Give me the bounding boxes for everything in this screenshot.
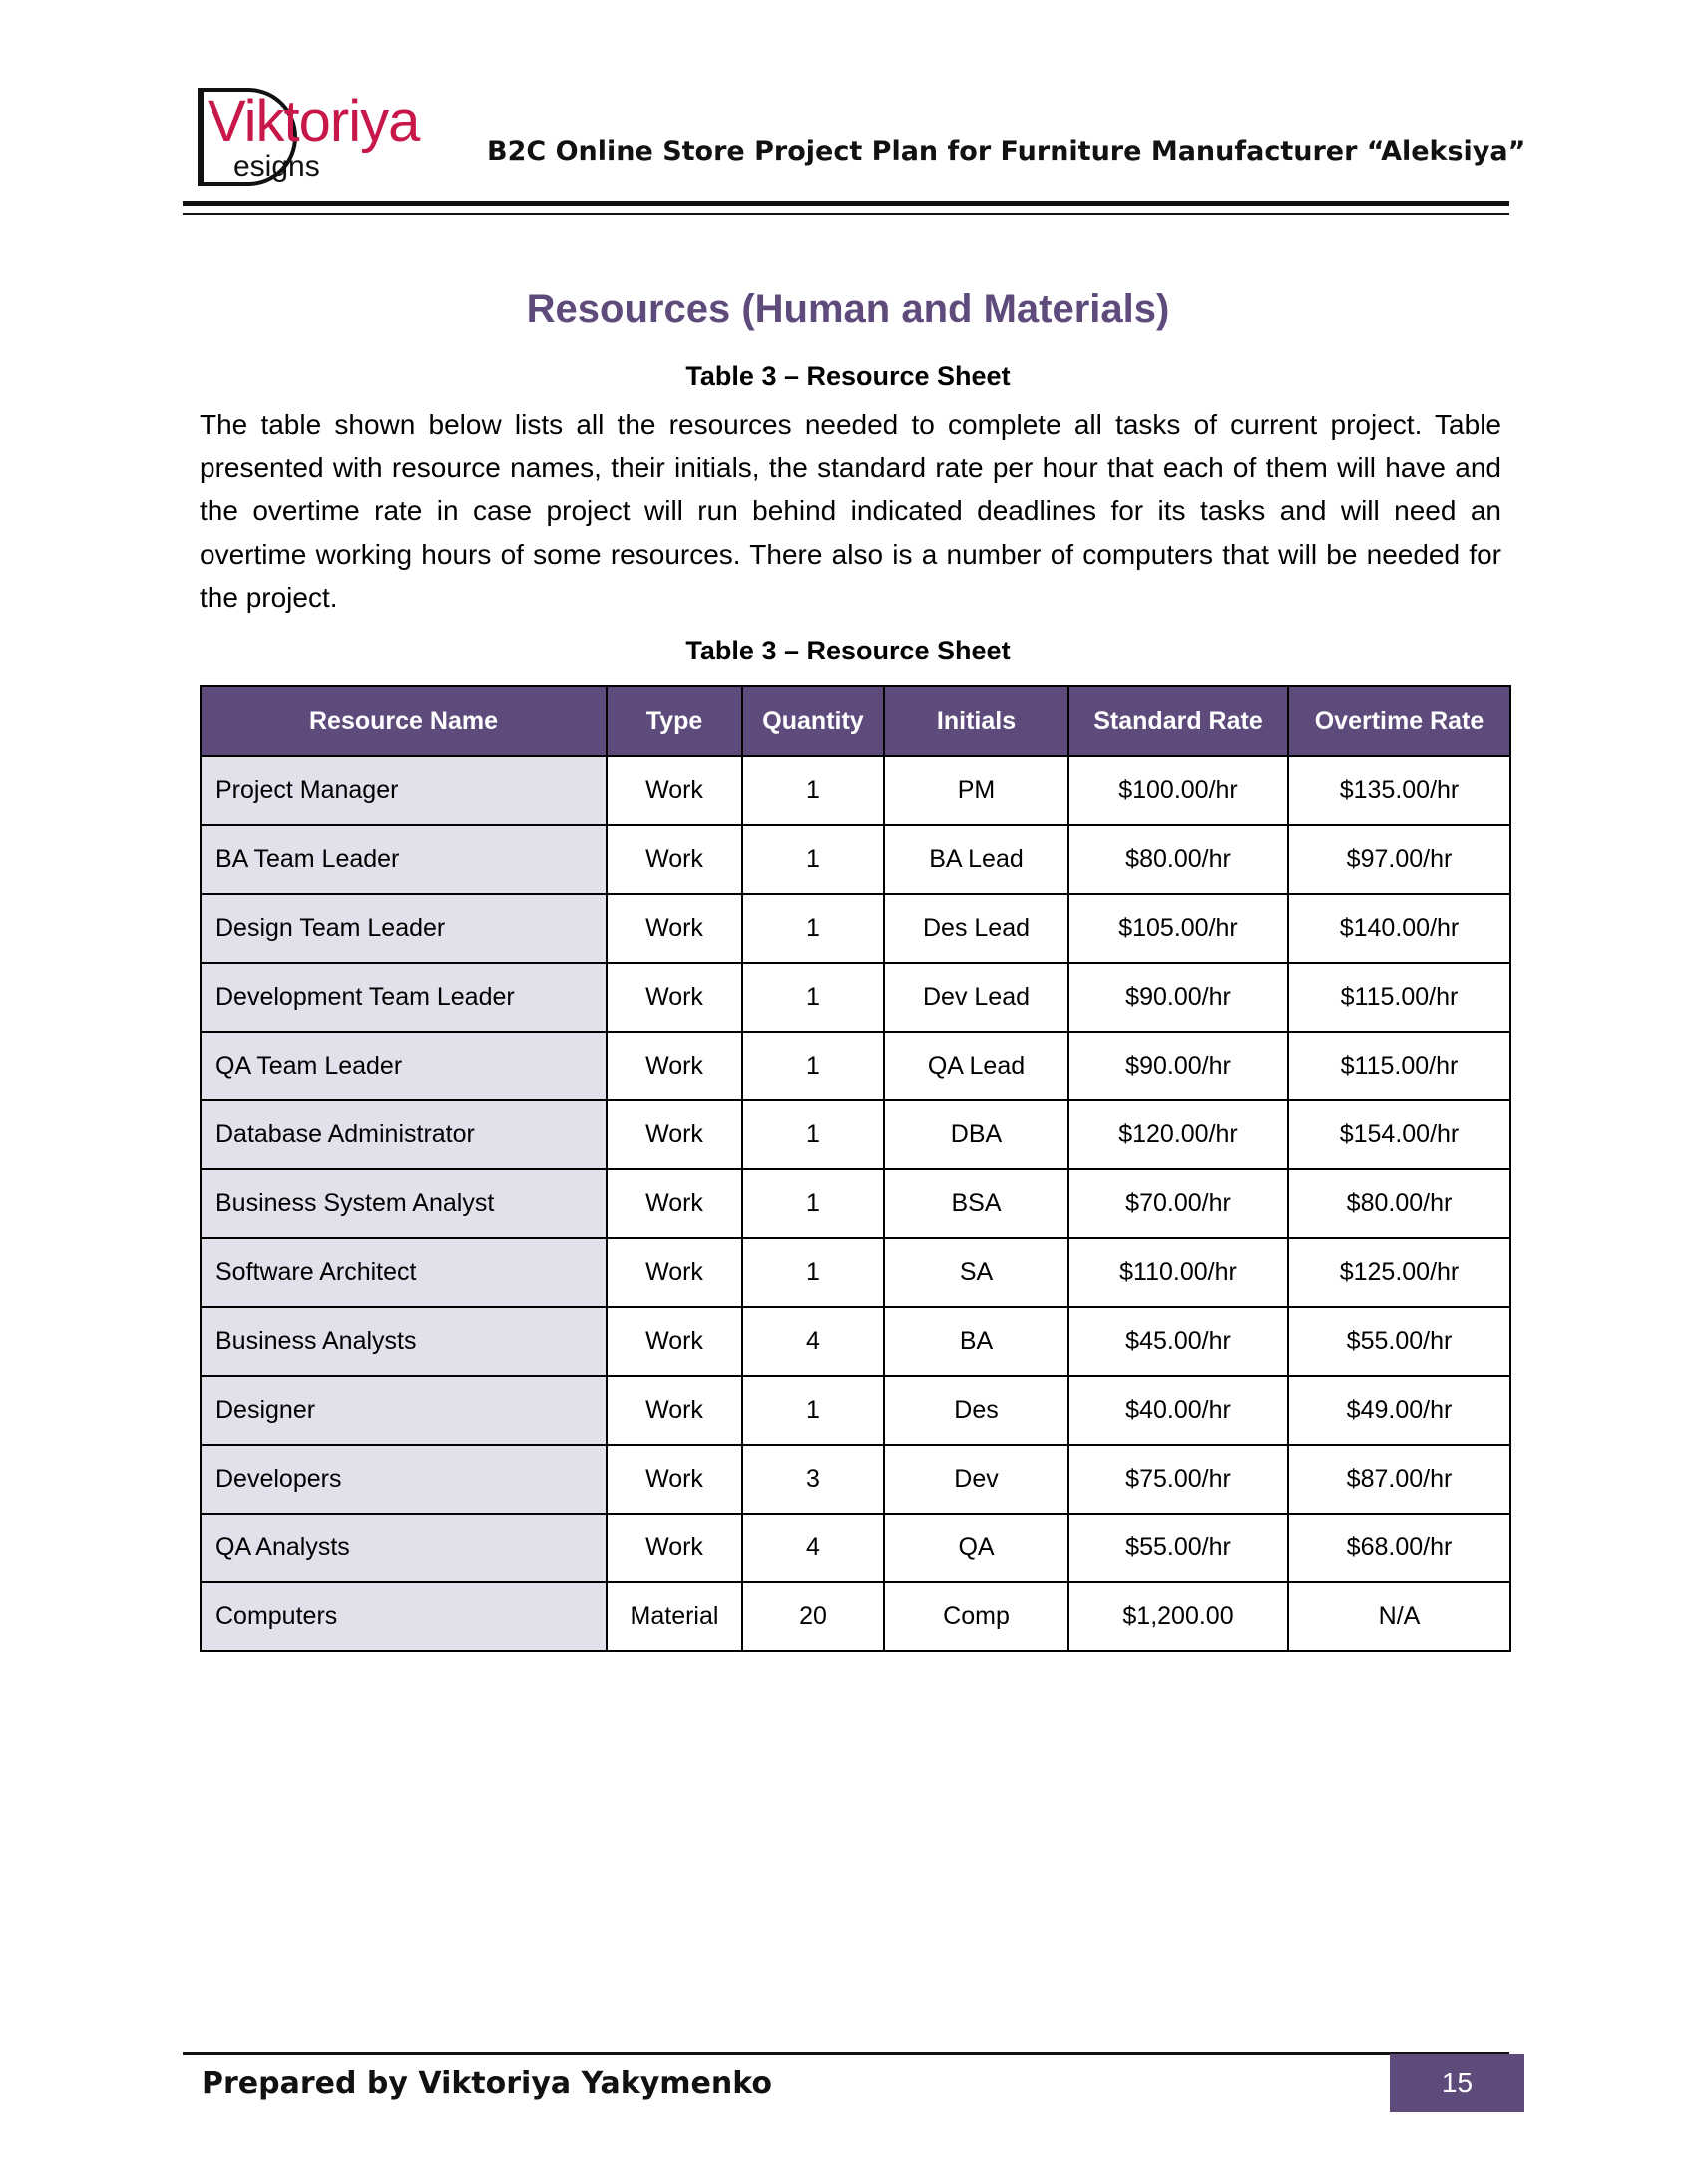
- cell-resource-name: Business System Analyst: [201, 1169, 607, 1238]
- cell-quantity: 1: [742, 1238, 884, 1307]
- cell-quantity: 4: [742, 1514, 884, 1582]
- cell-overtime-rate: $115.00/hr: [1288, 1032, 1510, 1100]
- cell-quantity: 20: [742, 1582, 884, 1651]
- cell-quantity: 1: [742, 963, 884, 1032]
- table-row: [201, 1514, 1510, 1582]
- table-row: [201, 1582, 1510, 1651]
- resource-sheet-table: [200, 685, 1511, 1652]
- cell-resource-name: Developers: [201, 1445, 607, 1514]
- cell-initials: Des Lead: [884, 894, 1068, 963]
- table-row: [201, 1238, 1510, 1307]
- table-row: [201, 1100, 1510, 1169]
- cell-standard-rate: $110.00/hr: [1068, 1238, 1288, 1307]
- table-header-row: [201, 686, 1510, 756]
- logo-subtext: esigns: [233, 150, 320, 183]
- table-row: [201, 756, 1510, 825]
- cell-quantity: 4: [742, 1307, 884, 1376]
- table-row: [201, 1376, 1510, 1445]
- table-body: [201, 756, 1510, 1651]
- cell-overtime-rate: N/A: [1288, 1582, 1510, 1651]
- cell-type: Work: [607, 894, 742, 963]
- cell-quantity: 1: [742, 756, 884, 825]
- cell-type: Work: [607, 1307, 742, 1376]
- footer-prepared-by: Prepared by Viktoriya Yakymenko: [202, 2066, 773, 2101]
- cell-standard-rate: $55.00/hr: [1068, 1514, 1288, 1582]
- cell-overtime-rate: $135.00/hr: [1288, 756, 1510, 825]
- col-header-overtime-rate: Overtime Rate: [1288, 686, 1510, 756]
- cell-resource-name: Development Team Leader: [201, 963, 607, 1032]
- cell-type: Work: [607, 825, 742, 894]
- cell-resource-name: Database Administrator: [201, 1100, 607, 1169]
- cell-initials: BA Lead: [884, 825, 1068, 894]
- cell-quantity: 1: [742, 825, 884, 894]
- cell-type: Material: [607, 1582, 742, 1651]
- cell-quantity: 3: [742, 1445, 884, 1514]
- cell-initials: DBA: [884, 1100, 1068, 1169]
- cell-overtime-rate: $55.00/hr: [1288, 1307, 1510, 1376]
- cell-resource-name: Business Analysts: [201, 1307, 607, 1376]
- cell-standard-rate: $105.00/hr: [1068, 894, 1288, 963]
- cell-standard-rate: $80.00/hr: [1068, 825, 1288, 894]
- cell-quantity: 1: [742, 894, 884, 963]
- cell-standard-rate: $120.00/hr: [1068, 1100, 1288, 1169]
- cell-standard-rate: $90.00/hr: [1068, 1032, 1288, 1100]
- cell-quantity: 1: [742, 1376, 884, 1445]
- cell-resource-name: Computers: [201, 1582, 607, 1651]
- cell-resource-name: QA Analysts: [201, 1514, 607, 1582]
- section-title: Resources (Human and Materials): [526, 287, 1170, 331]
- cell-quantity: 1: [742, 1032, 884, 1100]
- cell-initials: BA: [884, 1307, 1068, 1376]
- cell-initials: QA: [884, 1514, 1068, 1582]
- cell-type: Work: [607, 1100, 742, 1169]
- table-caption: Table 3 – Resource Sheet: [685, 636, 1011, 665]
- col-header-initials: Initials: [884, 686, 1068, 756]
- cell-resource-name: Software Architect: [201, 1238, 607, 1307]
- cell-type: Work: [607, 756, 742, 825]
- cell-resource-name: Designer: [201, 1376, 607, 1445]
- page-number: 15: [1390, 2054, 1524, 2112]
- cell-overtime-rate: $154.00/hr: [1288, 1100, 1510, 1169]
- cell-standard-rate: $40.00/hr: [1068, 1376, 1288, 1445]
- table-row: [201, 1445, 1510, 1514]
- col-header-standard-rate: Standard Rate: [1068, 686, 1288, 756]
- col-header-resource-name: Resource Name: [201, 686, 607, 756]
- cell-quantity: 1: [742, 1100, 884, 1169]
- cell-standard-rate: $70.00/hr: [1068, 1169, 1288, 1238]
- logo-wordmark: [208, 89, 420, 154]
- cell-resource-name: QA Team Leader: [201, 1032, 607, 1100]
- cell-initials: Dev: [884, 1445, 1068, 1514]
- cell-overtime-rate: $80.00/hr: [1288, 1169, 1510, 1238]
- cell-initials: QA Lead: [884, 1032, 1068, 1100]
- col-header-type: Type: [607, 686, 742, 756]
- cell-type: Work: [607, 1376, 742, 1445]
- table-row: [201, 1169, 1510, 1238]
- cell-overtime-rate: $115.00/hr: [1288, 963, 1510, 1032]
- table-row: [201, 825, 1510, 894]
- cell-initials: Dev Lead: [884, 963, 1068, 1032]
- cell-type: Work: [607, 1238, 742, 1307]
- table-row: [201, 894, 1510, 963]
- cell-overtime-rate: $140.00/hr: [1288, 894, 1510, 963]
- cell-standard-rate: $1,200.00: [1068, 1582, 1288, 1651]
- document-title: B2C Online Store Project Plan for Furniture Manufacturer “Aleksiya”: [487, 136, 1526, 167]
- cell-resource-name: BA Team Leader: [201, 825, 607, 894]
- cell-type: Work: [607, 963, 742, 1032]
- cell-resource-name: Design Team Leader: [201, 894, 607, 963]
- intro-paragraph: The table shown below lists all the resources needed to complete all tasks of current project. Table presented with resource names, their initials, the standard rate per hour that each of them will have and the overtime rate in case project will run behind indicated deadlines for its tasks and will need an overtime working hours of some resources. There also is a number of computers that will be needed for the project.: [200, 409, 1501, 613]
- cell-initials: SA: [884, 1238, 1068, 1307]
- cell-resource-name: Project Manager: [201, 756, 607, 825]
- cell-type: Work: [607, 1514, 742, 1582]
- company-logo: [198, 88, 437, 190]
- cell-initials: BSA: [884, 1169, 1068, 1238]
- cell-type: Work: [607, 1445, 742, 1514]
- cell-quantity: 1: [742, 1169, 884, 1238]
- col-header-quantity: Quantity: [742, 686, 884, 756]
- cell-overtime-rate: $87.00/hr: [1288, 1445, 1510, 1514]
- logo-wordmark-part-a: Vik: [208, 89, 284, 154]
- footer-divider: [183, 2052, 1509, 2055]
- cell-standard-rate: $90.00/hr: [1068, 963, 1288, 1032]
- cell-type: Work: [607, 1032, 742, 1100]
- header-divider-thick: [183, 201, 1509, 206]
- cell-overtime-rate: $97.00/hr: [1288, 825, 1510, 894]
- table-caption-top: Table 3 – Resource Sheet: [685, 361, 1011, 391]
- cell-overtime-rate: $125.00/hr: [1288, 1238, 1510, 1307]
- cell-overtime-rate: $49.00/hr: [1288, 1376, 1510, 1445]
- cell-standard-rate: $75.00/hr: [1068, 1445, 1288, 1514]
- table-row: [201, 963, 1510, 1032]
- cell-initials: PM: [884, 756, 1068, 825]
- cell-standard-rate: $100.00/hr: [1068, 756, 1288, 825]
- table-row: [201, 1307, 1510, 1376]
- logo-wordmark-part-b: toriya: [283, 89, 420, 154]
- header-divider-thin: [183, 213, 1509, 215]
- cell-overtime-rate: $68.00/hr: [1288, 1514, 1510, 1582]
- cell-initials: Des: [884, 1376, 1068, 1445]
- cell-standard-rate: $45.00/hr: [1068, 1307, 1288, 1376]
- table-row: [201, 1032, 1510, 1100]
- cell-initials: Comp: [884, 1582, 1068, 1651]
- cell-type: Work: [607, 1169, 742, 1238]
